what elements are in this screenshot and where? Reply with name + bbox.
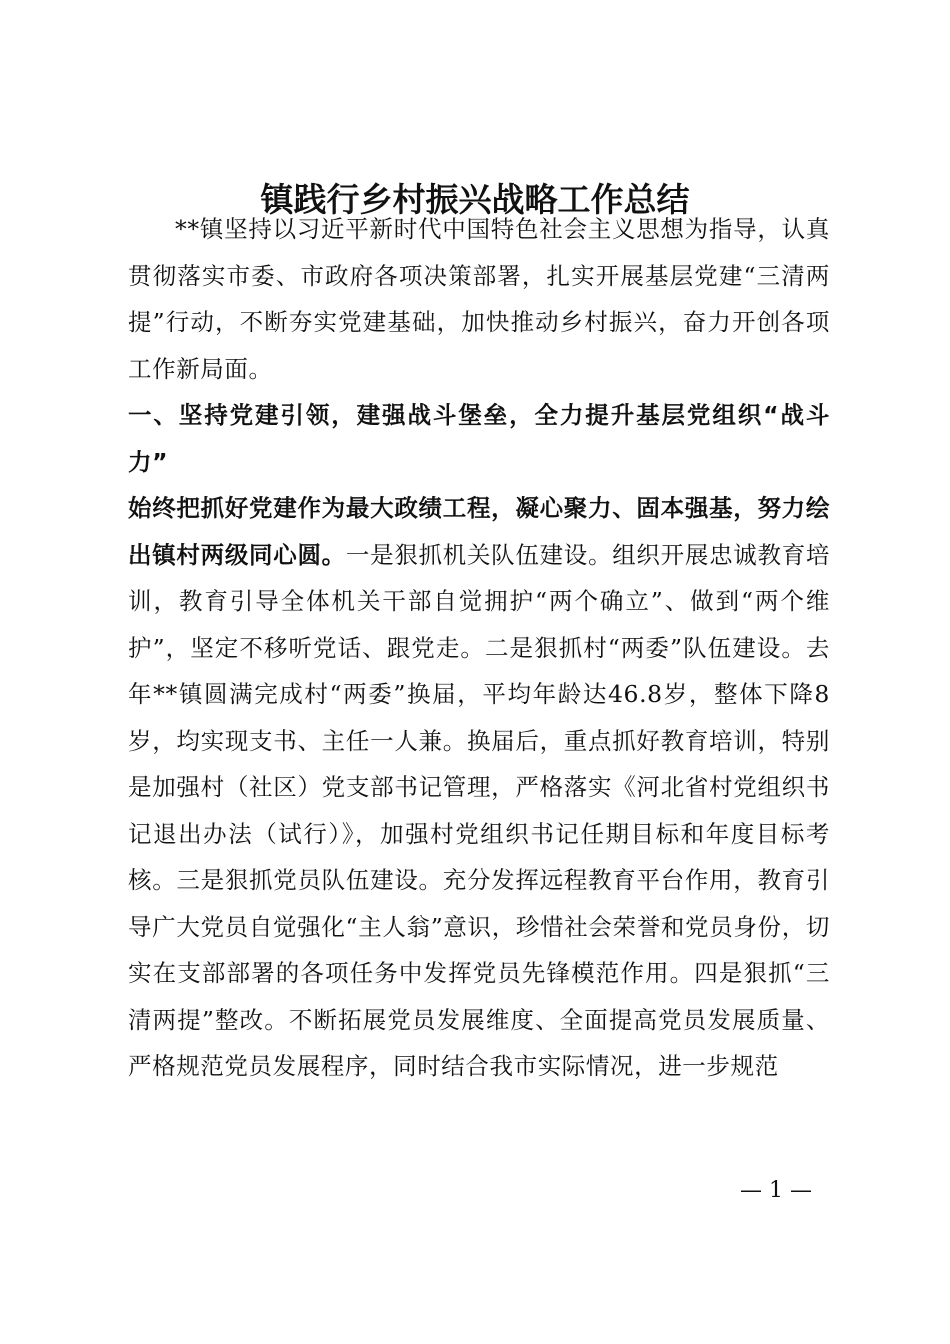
intro-paragraph: **镇坚持以习近平新时代中国特色社会主义思想为指导，认真贯彻落实市委、市政府各项决策部署，扎实开展基层党建“三清两提”行动，不断夯实党建基础，加快推动乡村振兴，奋力开创各项工作新局面。 — [128, 215, 830, 383]
document-title: 镇践行乡村振兴战略工作总结 — [260, 180, 690, 219]
section-1-lead: 始终把抓好党建作为最大政绩工程，凝心聚力、固本强基，努力绘出镇村两级同心圆。 — [128, 494, 830, 569]
section-heading-1: 一、坚持党建引领，建强战斗堡垒，全力提升基层党组织“战斗力” — [128, 401, 830, 476]
page-number: — 1 — — [740, 1178, 812, 1203]
document-body — [128, 206, 830, 1090]
section-1-body: 一是狠抓机关队伍建设。组织开展忠诚教育培训，教育引导全体机关干部自觉拥护“两个确立”、做到“两个维护”，坚定不移听党话、跟党走。二是狠抓村“两委”队伍建设。去年**镇圆满完成村“两委”换届，平均年龄达46.8岁，整体下降8岁，均实现支书、主任一人兼。换届后，重点抓好教育培训，特别是加强村（社区）党支部书记管理，严格落实《河北省村党组织书记退出办法（试行）》，加强村党组织书记任期目标和年度目标考核。三是狠抓党员队伍建设。充分发挥远程教育平台作用，教育引导广大党员自觉强化“主人翁”意识，珍惜社会荣誉和党员身份，切实在支部部署的各项任务中发挥党员先锋模范作用。四是狠抓“三清两提”整改。不断拓展党员发展维度、全面提高党员发展质量、严格规范党员发展程序，同时结合我市实际情况，进一步规范 — [128, 540, 831, 1080]
section-1-paragraph — [128, 485, 830, 1090]
